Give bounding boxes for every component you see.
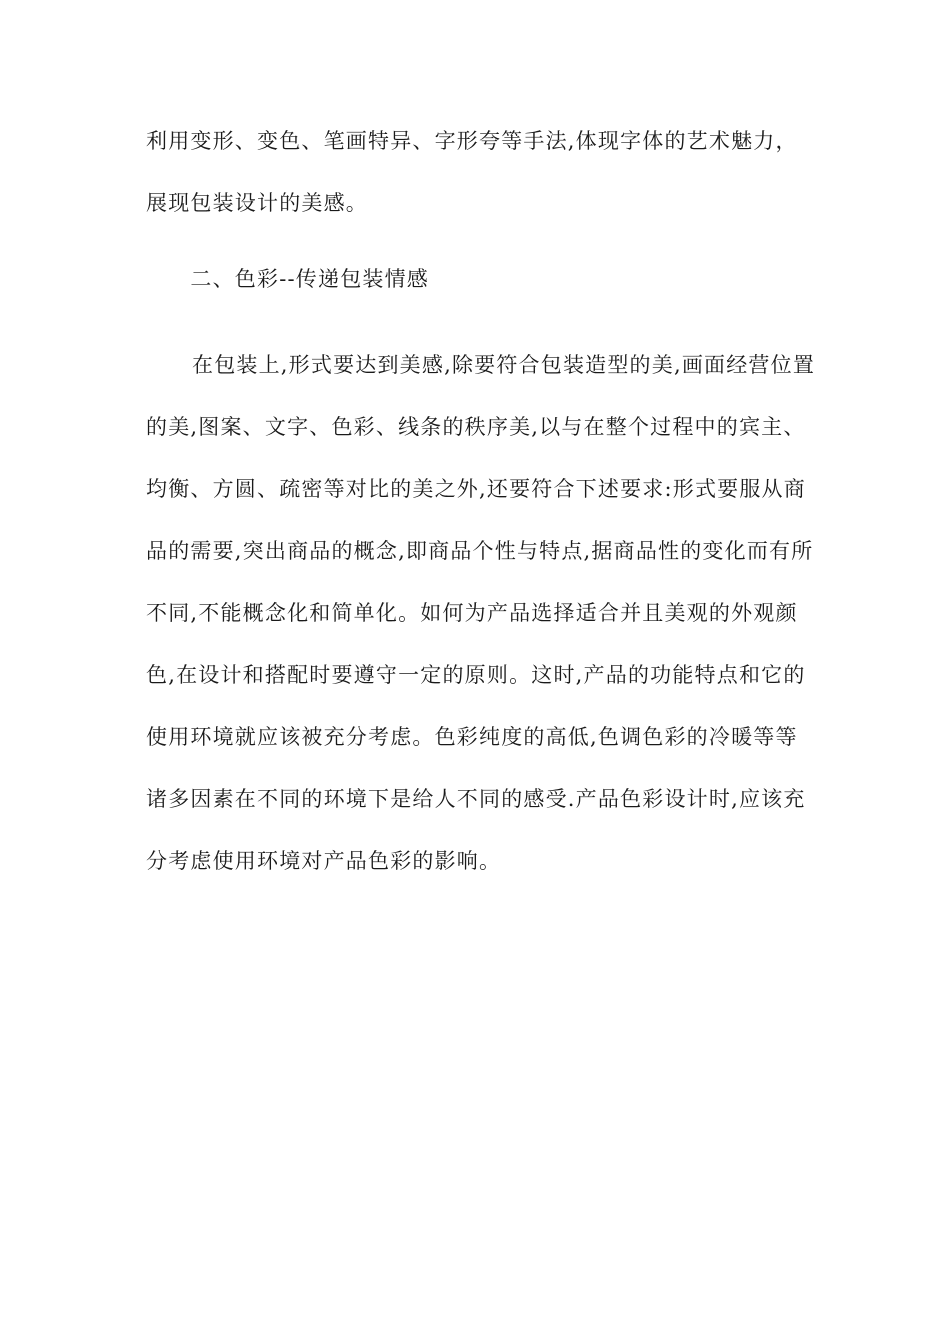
body-paragraph: 在包装上,形式要达到美感,除要符合包装造型的美,画面经营位置的美,图案、文字、色彩、线条的秩序美,以与在整个过程中的宾主、均衡、方圆、疏密等对比的美之外,还要符合下述要求:形式要服从商品的需要,突出商品的概念,即商品个性与特点,据商品性的变化而有所不同,不能概念化和简单化。如何为产品选择适合并且美观的外观颜色,在设计和搭配时要遵守一定的原则。这时,产品的功能特点和它的使用环境就应该被充分考虑。色彩纯度的高低,色调色彩的冷暖等等诸多因素在不同的环境下是给人不同的感受.产品色彩设计时,应该充分考虑使用环境对产品色彩的影响。 xyxy=(146,353,816,873)
section-heading: 二、色彩--传递包装情感 xyxy=(146,267,429,291)
continuation-paragraph: 利用变形、变色、笔画特异、字形夸等手法,体现字体的艺术魅力，展现包装设计的美感。 xyxy=(146,129,798,215)
